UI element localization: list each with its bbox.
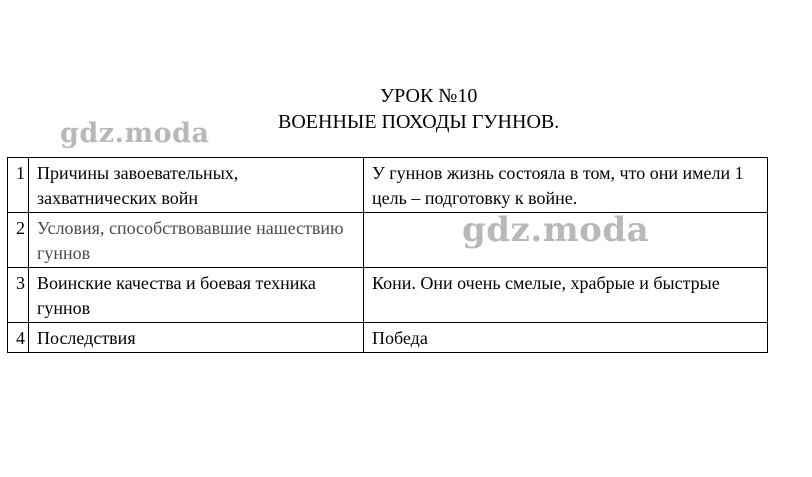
table-row — [8, 323, 768, 353]
row-question: Последствия — [29, 323, 364, 353]
row-answer: Кони. Они очень смелые, храбрые и быстрые — [364, 268, 768, 323]
row-question: Условия, способствовавшие нашествию гуннов — [29, 213, 364, 268]
watermark-logo: gdz.moda — [462, 210, 650, 250]
row-number: 1 — [8, 158, 29, 213]
row-number: 2 — [8, 213, 29, 268]
lesson-table — [7, 157, 768, 353]
row-answer: Победа — [364, 323, 768, 353]
lesson-number: УРОК №10 — [380, 85, 478, 107]
row-question: Причины завоевательных, захватнических войн — [29, 158, 364, 213]
row-question: Воинские качества и боевая техника гуннов — [29, 268, 364, 323]
row-number: 4 — [8, 323, 29, 353]
table-row — [8, 268, 768, 323]
table-row — [8, 213, 768, 268]
lesson-topic: ВОЕННЫЕ ПОХОДЫ ГУННОВ. — [278, 111, 560, 133]
row-answer — [364, 213, 768, 268]
row-number: 3 — [8, 268, 29, 323]
watermark-logo: gdz.moda — [60, 118, 210, 149]
row-answer: У гуннов жизнь состояла в том, что они имели 1 цель – подготовку к войне. — [364, 158, 768, 213]
table-row — [8, 158, 768, 213]
